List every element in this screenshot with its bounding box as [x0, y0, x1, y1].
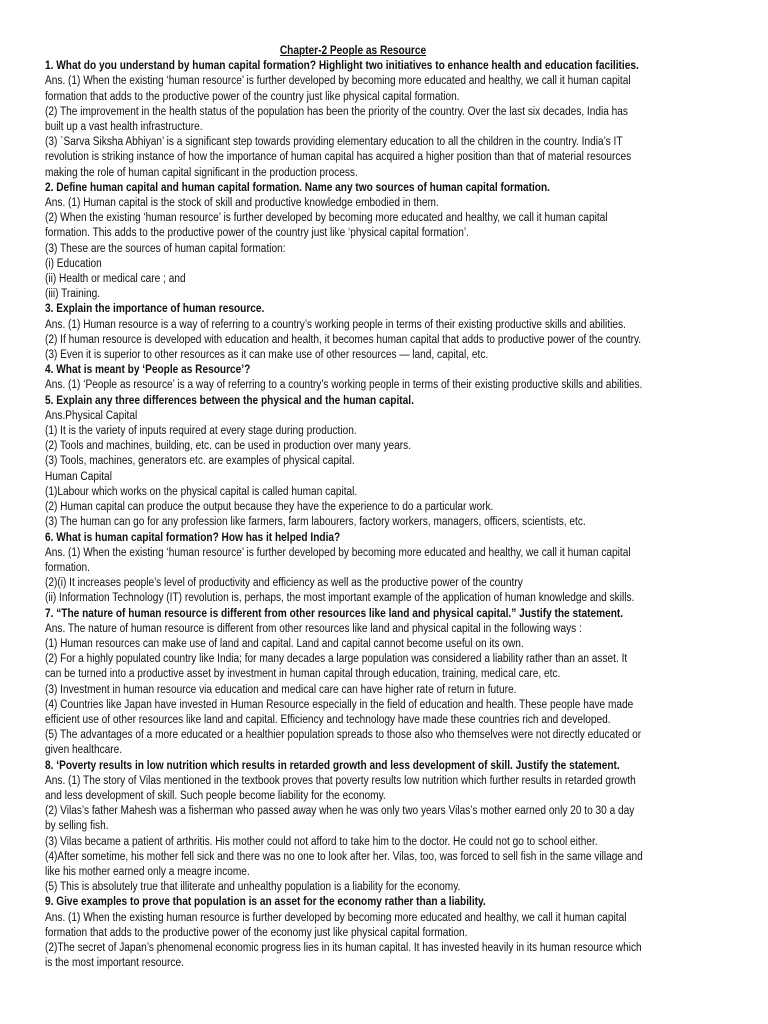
answer-line: (5) The advantages of a more educated or a healthier population spreads to those also who themselves were not directly educated or given healthcare. — [45, 729, 642, 757]
answer-line: (3) The human can go for any profession like farmers, farm labourers, factory workers, managers, officers, scientists, etc. — [45, 516, 586, 529]
answer-line: Ans. (1) The story of Vilas mentioned in the textbook proves that poverty results low nutrition which further results in retarded growth and less development of skill. Such people become liability for the economy. — [45, 774, 636, 802]
answer-line: (2) Vilas’s father Mahesh was a fisherman who passed away when he was only two years Vilas’s mother earned only 20 to 30 a day by selling fish. — [45, 805, 635, 833]
answer-line: (2) Tools and machines, building, etc. can be used in production over many years. — [45, 440, 412, 453]
answer-line: (2)The secret of Japan’s phenomenal economic progress lies in its human capital. It has invested heavily in its human resource which is the most important resource. — [45, 941, 642, 970]
document-page — [5, 0, 683, 1024]
answer-line: (4) Countries like Japan have invested in Human Resource especially in the field of education and health. These people have made efficient use of other resources like land and capital. Efficiency and technology have made these countries rich and developed. — [45, 698, 634, 726]
answer-line: (3) Investment in human resource via education and medical care can have higher rate of return in future. — [45, 683, 517, 696]
answer-line: (1) It is the variety of inputs required at every stage during production. — [45, 425, 357, 438]
chapter-title: Chapter-2 People as Resource — [279, 45, 427, 57]
answer-line: (2) When the existing ‘human resource’ is further developed by becoming more educated and healthy, we call it human capital formation. This adds to the productive power of the country just like ‘physical capital formation’. — [45, 212, 608, 240]
answer-line: Ans.Physical Capital — [45, 409, 138, 422]
question-heading: 8. ‘Poverty results in low nutrition which results in retarded growth and less development of skill. Justify the statement. — [45, 759, 620, 772]
answer-line: (i) Education — [45, 257, 102, 270]
answer-line: (4)After sometime, his mother fell sick and there was no one to look after her. Vilas, too, was forced to sell fish in the same village and like his mother earned only a meagre income. — [45, 850, 643, 878]
answer-line: (ii) Health or medical care ; and — [45, 273, 186, 286]
answer-line: (1) Human resources can make use of land and capital. Land and capital cannot become useful on its own. — [45, 637, 524, 650]
question-heading: 2. Define human capital and human capital formation. Name any two sources of human capital formation. — [45, 181, 550, 194]
answer-line: Ans. (1) ‘People as resource’ is a way of referring to a country’s working people in terms of their existing productive skills and abilities. — [45, 379, 643, 392]
answer-line: Human Capital — [45, 470, 112, 483]
answer-line: (3) These are the sources of human capital formation: — [45, 242, 286, 255]
answer-line: Ans. (1) When the existing ‘human resource’ is further developed by becoming more educated and healthy, we call it human capital formation that adds to the productive power of the country just like physical capital formation. — [45, 75, 631, 103]
answer-line: (2) If human resource is developed with education and health, it becomes human capital that adds to productive power of the country. — [45, 333, 642, 346]
answer-line: Ans. The nature of human resource is different from other resources like land and physical capital in the following ways : — [45, 622, 582, 635]
answer-line: (1)Labour which works on the physical capital is called human capital. — [45, 485, 358, 498]
document-body — [45, 59, 643, 971]
answer-line: (2)(i) It increases people’s level of productivity and efficiency as well as the productive power of the country — [45, 577, 523, 590]
question-heading: 4. What is meant by ‘People as Resource’? — [45, 364, 251, 377]
answer-line: (2) Human capital can produce the output because they have the experience to do a particular work. — [45, 501, 494, 514]
question-heading: 5. Explain any three differences between the physical and the human capital. — [45, 394, 414, 407]
answer-line: Ans. (1) Human resource is a way of referring to a country’s working people in terms of their existing productive skills and abilities. — [45, 318, 626, 331]
answer-line: (5) This is absolutely true that illiterate and unhealthy population is a liability for the economy. — [45, 881, 461, 894]
answer-line: (2) For a highly populated country like India; for many decades a large population was considered a liability rather than an asset. It can be turned into a productive asset by investment in human capital through education, training, medical care, etc. — [45, 653, 628, 681]
answer-line: (3) `Sarva Siksha Abhiyan’ is a significant step towards providing elementary education to all the children in the country. India’s IT revolution is striking instance of how the importance of human capital has acquired a higher position than that of material resources making the role of human capital significant in the production process. — [45, 136, 632, 179]
answer-line: (ii) Information Technology (IT) revolution is, perhaps, the most important example of the application of human knowledge and skills. — [45, 592, 635, 605]
answer-line: Ans. (1) When the existing human resource is further developed by becoming more educated and healthy, we call it human capital formation that adds to the productive power of the economy just like physical capital formation. — [45, 911, 627, 939]
answer-line: (3) Vilas became a patient of arthritis. His mother could not afford to take him to the doctor. He could not go to school either. — [45, 835, 598, 848]
answer-line: (2) The improvement in the health status of the population has been the priority of the country. Over the last six decades, India has built up a vast health infrastructure. — [45, 105, 628, 134]
answer-line: Ans. (1) Human capital is the stock of skill and productive knowledge embodied in them. — [45, 197, 439, 210]
question-heading: 3. Explain the importance of human resource. — [45, 303, 265, 316]
question-heading: 7. “The nature of human resource is different from other resources like land and physical capital.” Justify the statement. — [45, 607, 624, 620]
question-heading: 9. Give examples to prove that population is an asset for the economy rather than a liability. — [45, 896, 486, 909]
answer-line: (3) Even it is superior to other resources as it can make use of other resources — land, capital, etc. — [45, 349, 489, 362]
answer-line: (iii) Training. — [45, 288, 101, 301]
answer-line: Ans. (1) When the existing ‘human resource’ is further developed by becoming more educated and healthy, we call it human capital formation. — [45, 546, 631, 574]
question-heading: 1. What do you understand by human capital formation? Highlight two initiatives to enhance health and education facilities. — [45, 60, 639, 73]
question-heading: 6. What is human capital formation? How has it helped India? — [45, 531, 341, 544]
answer-line: (3) Tools, machines, generators etc. are examples of physical capital. — [45, 455, 355, 468]
